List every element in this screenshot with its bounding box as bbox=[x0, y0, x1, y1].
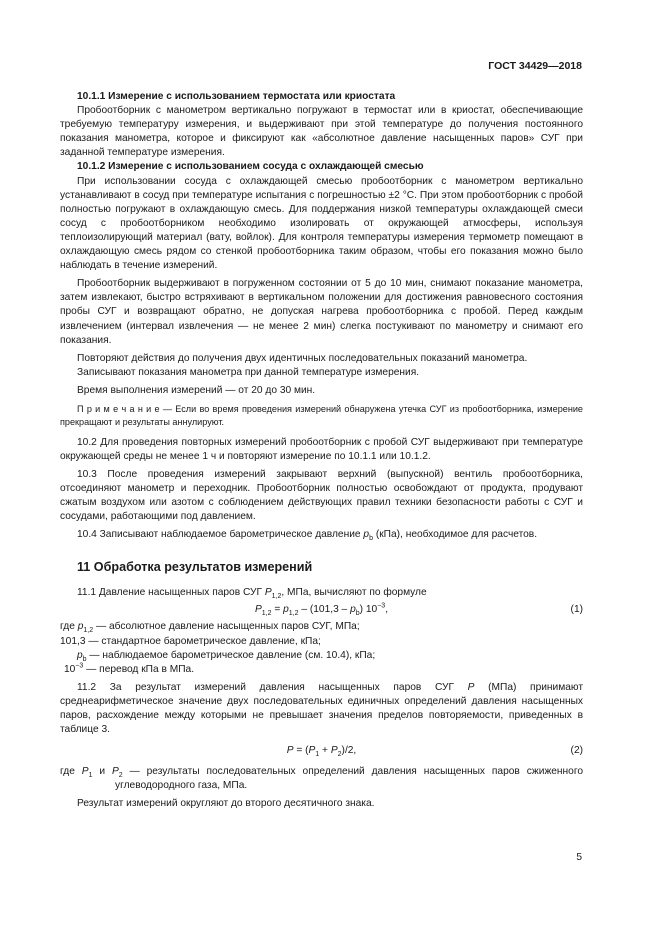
note bbox=[60, 403, 583, 429]
section-11-1: 11.1 Давление насыщенных паров СУГ $P_{1,2}$, МПа, вычисляют по формуле bbox=[77, 587, 427, 601]
note-text: — Если во время проведения измерений обнаружена утечка СУГ из пробоотборника, измерение прекращают и результаты аннулируют. bbox=[60, 403, 583, 427]
page-number: 5 bbox=[576, 852, 582, 863]
formula-1-number: (1) bbox=[570, 604, 583, 616]
formula-1-expression: $P_{1,2} = p_{1,2} - (101,3 - p_b)$ $10^{-3}$, bbox=[254, 603, 389, 618]
section-10-1-1-text: Пробоотборник с манометром вертикально погружают в термостат или в криостат, обеспечивающие требуемую температуру измерения, и выдерживают при этой температуре до получения постоянного показания манометра, которое и фиксируют как «абсолютное давление насыщенных паров» СУГ при заданной температуре измерения. bbox=[60, 105, 583, 159]
section-10-1-2-paragraph-1: При использовании сосуда с охлаждающей смесью пробоотборник с манометром вертикально устанавливают в сосуд при температуре испытания с погрешностью ±2 °С. При этом пробоотборник с пробой полностью погружают в охлаждающую смесь. Для поддержания низкой температуры охлаждающей смеси сосуд с пробоотборником необходимо изолировать от окружающей атмосферы, используя теплоизолирующий материал (вату, войлок). Для контроля температуры измерения термометр помещают в охлаждающую смесь рядом со стенкой пробоотборника таким образом, чтобы его показания можно было наблюдать в течение измерений. bbox=[60, 175, 583, 272]
formula-2-number: (2) bbox=[570, 745, 583, 757]
section-10-3: 10.3 После проведения измерений закрывают верхний (выпускной) вентиль пробоотборника, отсоединяют манометр и переходник. Пробоотборник полностью освобождают от продукта, продувают сжатым воздухом или азотом с соблюдением действующих правил техники безопасности работы с СУГ и сосудами, работающими под давлением. bbox=[60, 468, 583, 523]
section-10-2: 10.2 Для проведения повторных измерений пробоотборник с пробой СУГ выдерживают при температуре окружающей среды не менее 1 ч и повторяют измерение по 10.1.1 или 10.1.2. bbox=[60, 436, 583, 462]
section-10-1-2-paragraph-3: Повторяют действия до получения двух идентичных последовательных показаний манометра. bbox=[77, 352, 528, 364]
section-11-rounding: Результат измерений округляют до второго десятичного знака. bbox=[77, 798, 375, 810]
section-10-1-2-heading: 10.1.2 Измерение с использованием сосуда с охлаждающей смесью bbox=[77, 161, 424, 173]
note-label: П р и м е ч а н и е bbox=[77, 403, 160, 414]
section-10-1-2-paragraph-2: Пробоотборник выдерживают в погруженном состоянии от 5 до 10 мин, снимают показание манометра, затем извлекают, быстро встряхивают в вертикальном положении для достижения равновесного состояния пробы СУГ и возвращают обратно, не допуская нагрева пробоотборника с пробой. Перед каждым извлечением (интервал извлечения — не менее 2 мин) слегка постукивают по манометру и снимают его показания. bbox=[60, 278, 583, 346]
definition-p12: где $p_{1,2}$ — абсолютное давление насыщенных паров СУГ, МПа; bbox=[60, 621, 360, 635]
definition-p1-p2: где $P_1$ и $P_2$ — результаты последовательных определений давления насыщенных паров сжиженного углеводородного газа, МПа. bbox=[60, 766, 583, 792]
section-10-1-2-paragraph-5: Время выполнения измерений — от 20 до 30 мин. bbox=[77, 384, 316, 396]
page-content bbox=[60, 90, 583, 811]
definition-pb: $p_b$ — наблюдаемое барометрическое давление (см. 10.4), кПа; bbox=[77, 649, 376, 663]
definition-10-minus-3: $10^{-3}$ — перевод кПа в МПа. bbox=[64, 662, 195, 675]
section-10-4: 10.4 Записывают наблюдаемое барометрическое давление $p_b$ (кПа), необходимое для расчетов. bbox=[77, 529, 538, 543]
formula-2-expression: $P = (P_1 + P_2)/2$, bbox=[286, 745, 357, 759]
section-11-2: 11.2 За результат измерений давления насыщенных паров СУГ P (МПа) принимают среднеарифметическое значение двух последовательных единичных определений давления насыщенных паров, расхождение между которыми не превышает значения пределов повторяемости, приведенных в таблице 3. bbox=[60, 681, 583, 736]
section-10-1-1-heading: 10.1.1 Измерение с использованием термостата или криостата bbox=[77, 91, 396, 102]
section-10-1-2-paragraph-4: Записывают показания манометра при данной температуре измерения. bbox=[77, 366, 420, 378]
definition-101-3: 101,3 — стандартное барометрическое давление, кПа; bbox=[60, 635, 321, 647]
standard-header: ГОСТ 34429—2018 bbox=[488, 60, 582, 72]
section-11-heading: 11 Обработка результатов измерений bbox=[77, 560, 313, 575]
formula-2 bbox=[60, 741, 583, 761]
formula-1 bbox=[60, 600, 583, 620]
